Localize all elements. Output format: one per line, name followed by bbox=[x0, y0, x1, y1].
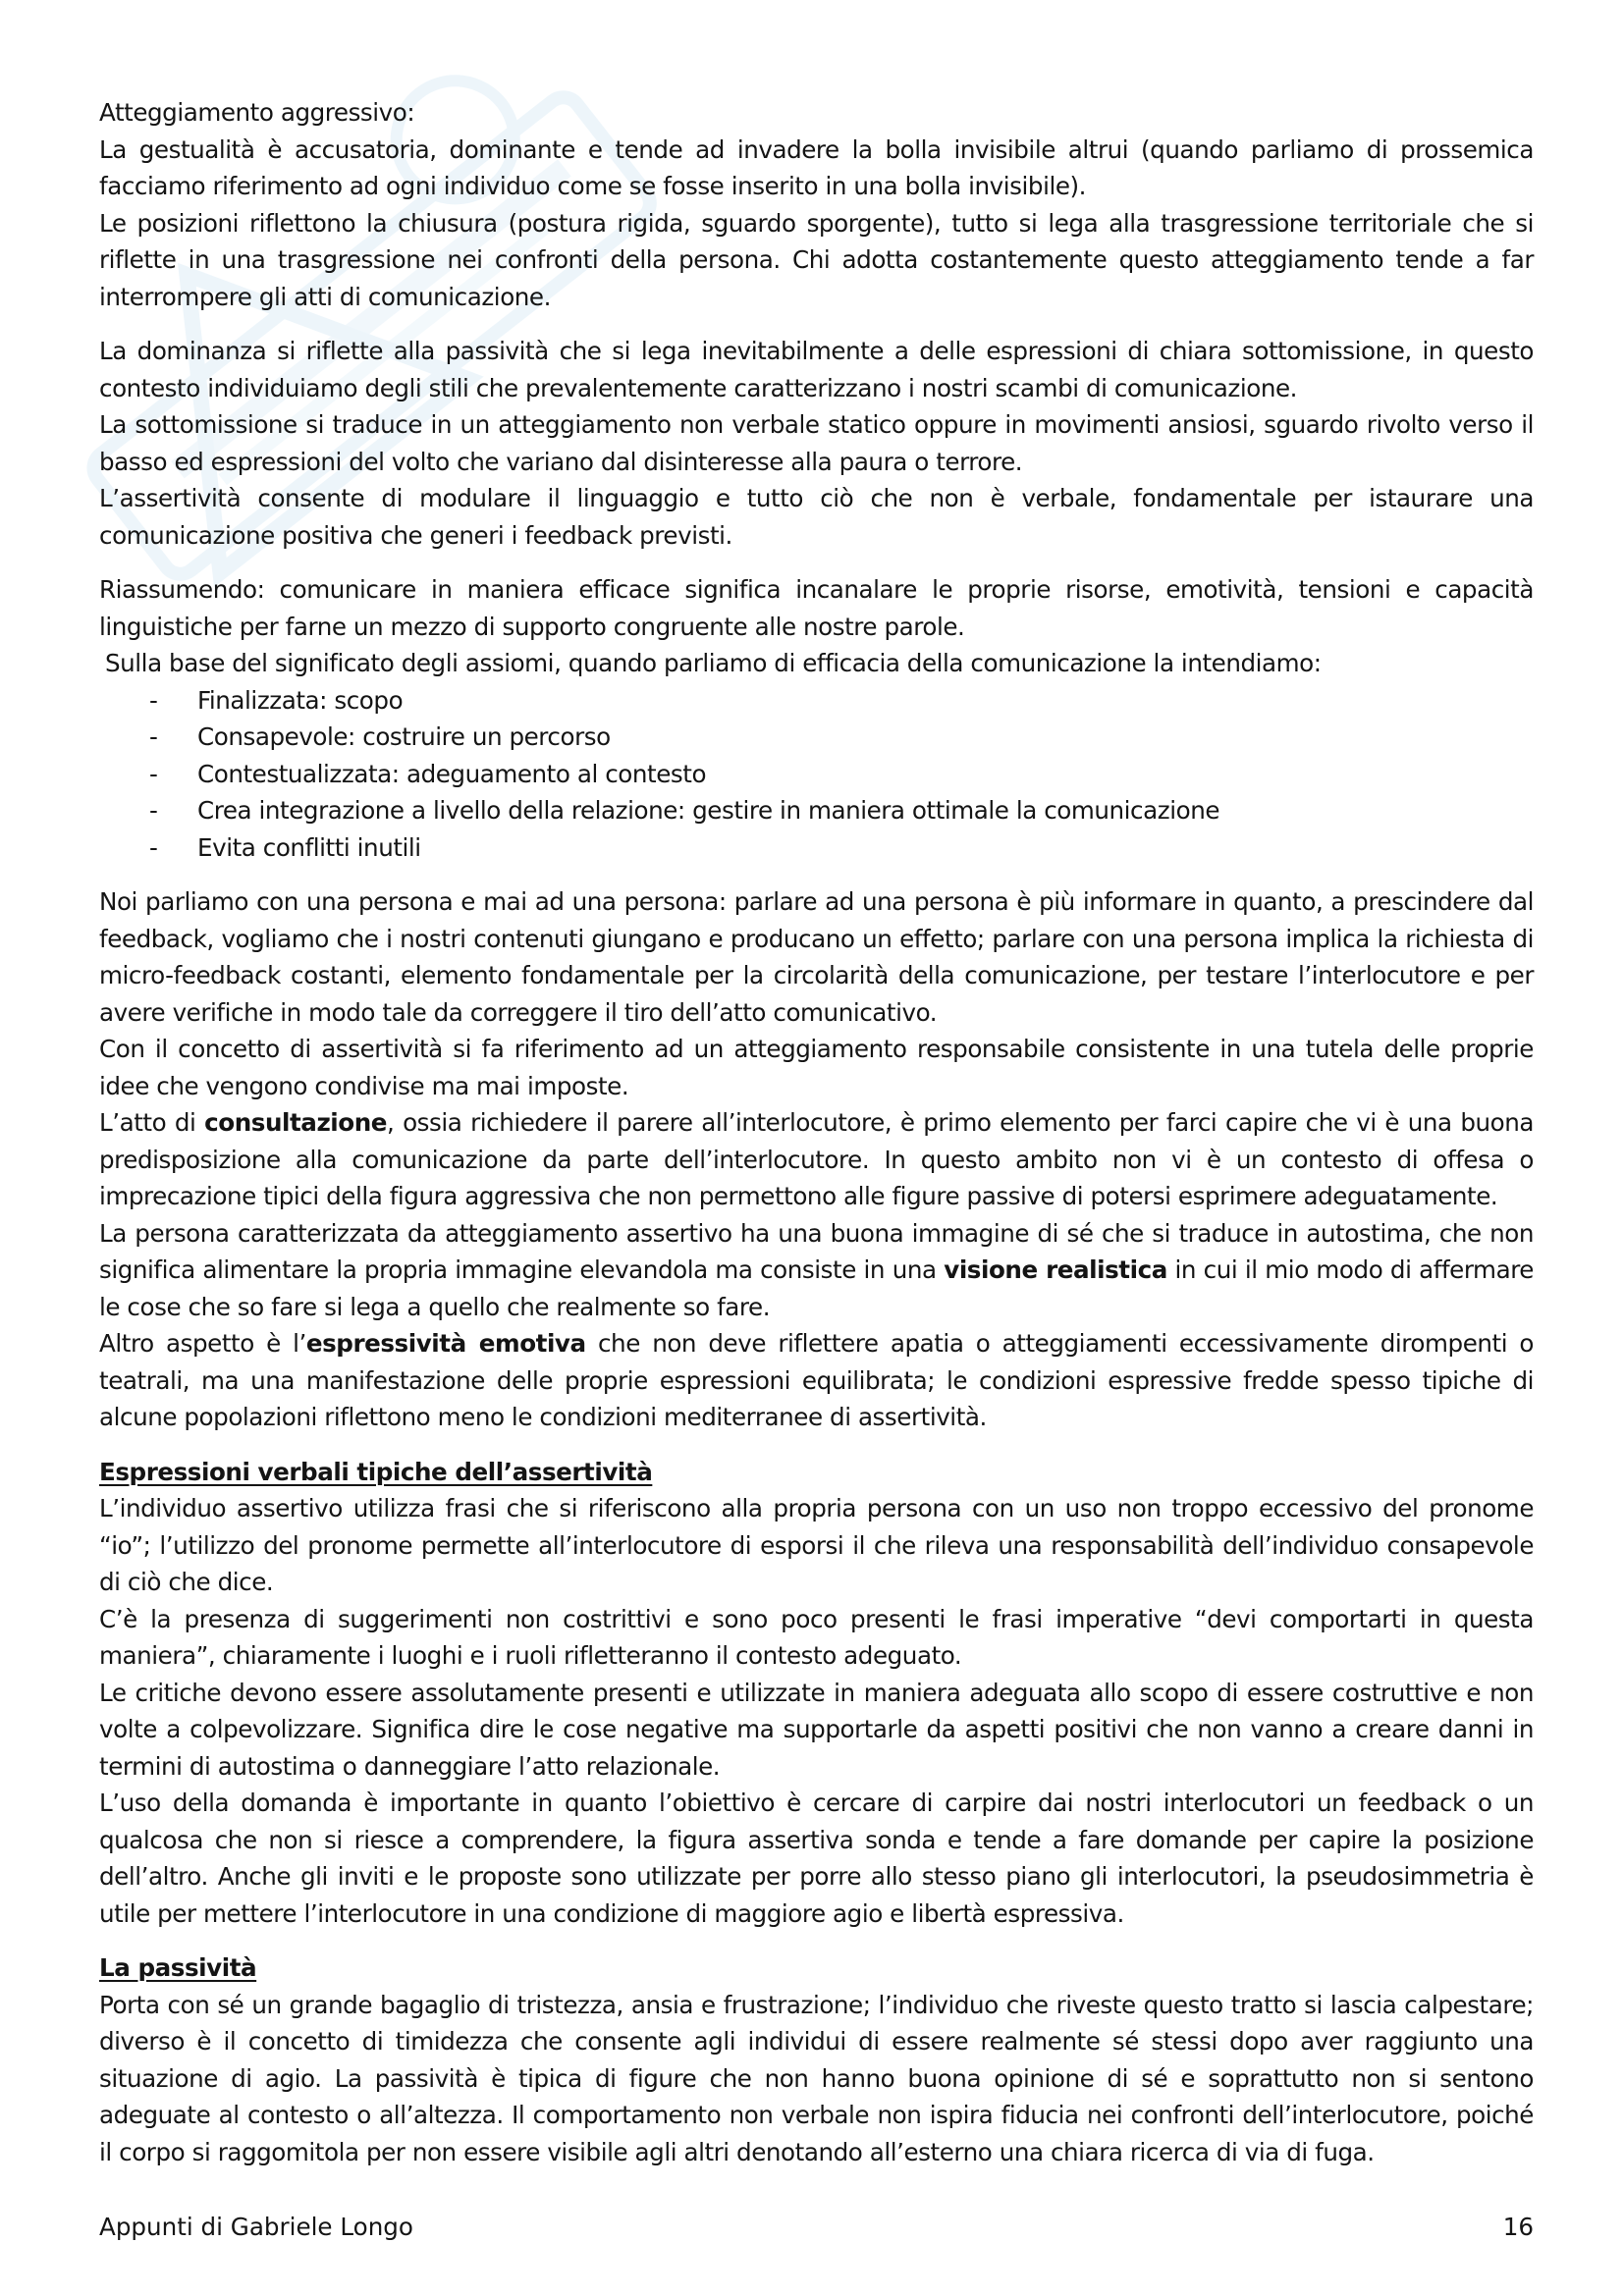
list-item: - Evita conflitti inutili bbox=[99, 829, 1534, 867]
list-dash: - bbox=[149, 722, 158, 751]
paragraph: Con il concetto di assertività si fa riferimento ad un atteggiamento responsabile consistente in una tutela delle proprie idee che vengono condivise ma mai imposte. bbox=[99, 1035, 1534, 1100]
paragraph: Sulla base del significato degli assiomi, quando parliamo di efficacia della comunicazione la intendiamo: bbox=[105, 649, 1322, 677]
page-footer bbox=[99, 2209, 1534, 2248]
paragraph: La persona caratterizzata da atteggiamento assertivo ha una buona immagine di sé che si traduce in autostima, che non significa alimentare la propria immagine elevandola ma consiste in una visione realistica in cui il mio modo di affermare le cose che so fare si lega a quello che realmente so fare. bbox=[99, 1218, 1534, 1321]
paragraph: Riassumendo: comunicare in maniera efficace significa incanalare le proprie risorse, emotività, tensioni e capacità linguistiche per farne un mezzo di supporto congruente alle nostre parole. bbox=[99, 575, 1534, 641]
paragraph: Altro aspetto è l’espressività emotiva che non deve riflettere apatia o atteggiamenti eccessivamente dirompenti o teatrali, ma una manifestazione delle proprie espressioni equilibrata; le condizioni espressive fredde spesso tipiche di alcune popolazioni riflettono meno le condizioni mediterranee di assertività. bbox=[99, 1329, 1535, 1431]
paragraph: Porta con sé un grande bagaglio di tristezza, ansia e frustrazione; l’individuo che riveste questo tratto si lascia calpestare; diverso è il concetto di timidezza che consente agli individui di essere realmente sé stessi dopo aver raggiunto una situazione di agio. La passività è tipica di figure che non hanno buona opinione di sé e soprattutto non si sentono adeguate al contesto o all’altezza. Il comportamento non verbale non ispira fiducia nei confronti dell’interlocutore, poiché il corpo si raggomitola per non essere visibile agli altri denotando all’esterno una chiara ricerca di via di fuga. bbox=[99, 1990, 1534, 2166]
list-dash: - bbox=[149, 796, 158, 825]
paragraph: C’è la presenza di suggerimenti non costrittivi e sono poco presenti le frasi imperative “devi comportarti in questa maniera”, chiaramente i luoghi e i ruoli rifletteranno il contesto adeguato. bbox=[99, 1604, 1534, 1670]
list-item: - Contestualizzata: adeguamento al contesto bbox=[99, 756, 1534, 793]
paragraph: Le critiche devono essere assolutamente presenti e utilizzate in maniera adeguata allo scopo di essere costruttive e non volte a colpevolizzare. Significa dire le cose negative ma supportarle da aspetti positivi che non vanno a creare danni in termini di autostima o danneggiare l’atto relazionale. bbox=[99, 1678, 1534, 1781]
section-heading: Espressioni verbali tipiche dell’assertività bbox=[99, 1457, 653, 1486]
bold-term: espressività emotiva bbox=[305, 1329, 586, 1358]
list-item: - Consapevole: costruire un percorso bbox=[99, 719, 1534, 756]
footer-author: Appunti di Gabriele Longo bbox=[99, 2213, 413, 2241]
paragraph: L’individuo assertivo utilizza frasi che si riferiscono alla propria persona con un uso non troppo eccessivo del pronome “io”; l’utilizzo del pronome permette all’interlocutore di esporsi il che rileva una responsabilità dell’individuo consapevole di ciò che dice. bbox=[99, 1494, 1534, 1596]
bold-term: consultazione bbox=[204, 1108, 388, 1137]
list-item: - Crea integrazione a livello della relazione: gestire in maniera ottimale la comunicazione bbox=[99, 792, 1534, 829]
paragraph: L’atto di consultazione, ossia richiedere il parere all’interlocutore, è primo elemento per farci capire che vi è una buona predisposizione alla comunicazione da parte dell’interlocutore. In questo ambito non vi è un contesto di offesa o imprecazione tipici della figura aggressiva che non permettono alle figure passive di potersi esprimere adeguatamente. bbox=[99, 1108, 1534, 1210]
paragraph: Noi parliamo con una persona e mai ad una persona: parlare ad una persona è più informare in quanto, a prescindere dal feedback, vogliamo che i nostri contenuti giungano e producano un effetto; parlare con una persona implica la richiesta di micro-feedback costanti, elemento fondamentale per la circolarità della comunicazione, per testare l’interlocutore e per avere verifiche in modo tale da correggere il tiro dell’atto comunicativo. bbox=[99, 887, 1534, 1027]
document-body bbox=[99, 94, 1534, 2170]
list-dash: - bbox=[149, 832, 158, 862]
section-heading: La passività bbox=[99, 1953, 257, 1982]
paragraph: La sottomissione si traduce in un atteggiamento non verbale statico oppure in movimenti ansiosi, sguardo rivolto verso il basso ed espressioni del volto che variano dal disinteresse alla paura o terrore. bbox=[99, 410, 1534, 476]
paragraph: La gestualità è accusatoria, dominante e tende ad invadere la bolla invisibile altrui (quando parliamo di prossemica facciamo riferimento ad ogni individuo come se fosse inserito in una bolla invisibile). bbox=[99, 134, 1534, 200]
paragraph: L’uso della domanda è importante in quanto l’obiettivo è cercare di carpire dai nostri interlocutori un feedback o un qualcosa che non si riesce a comprendere, la figura assertiva sonda e tende a fare domande per capire la posizione dell’altro. Anche gli inviti e le proposte sono utilizzate per porre allo stesso piano gli interlocutori, la pseudosimmetria è utile per mettere l’interlocutore in una condizione di maggiore agio e libertà espressiva. bbox=[99, 1789, 1534, 1928]
list-item: - Finalizzata: scopo bbox=[99, 682, 1534, 720]
paragraph: La dominanza si riflette alla passività che si lega inevitabilmente a delle espressioni di chiara sottomissione, in questo contesto individuiamo degli stili che prevalentemente caratterizzano i nostri scambi di comunicazione. bbox=[99, 337, 1534, 402]
list-dash: - bbox=[149, 685, 158, 715]
paragraph: L’assertività consente di modulare il linguaggio e tutto ciò che non è verbale, fondamentale per istaurare una comunicazione positiva che generi i feedback previsti. bbox=[99, 484, 1534, 550]
paragraph: Le posizioni riflettono la chiusura (postura rigida, sguardo sporgente), tutto si lega alla trasgressione territoriale che si riflette in una trasgressione nei confronti della persona. Chi adotta costantemente questo atteggiamento tende a far interrompere gli atti di comunicazione. bbox=[99, 208, 1534, 311]
bold-term: visione realistica bbox=[944, 1255, 1167, 1284]
section-title: Atteggiamento aggressivo: bbox=[99, 98, 415, 127]
efficacy-list bbox=[99, 682, 1534, 867]
list-dash: - bbox=[149, 759, 158, 788]
page-number: 16 bbox=[1502, 2213, 1534, 2241]
